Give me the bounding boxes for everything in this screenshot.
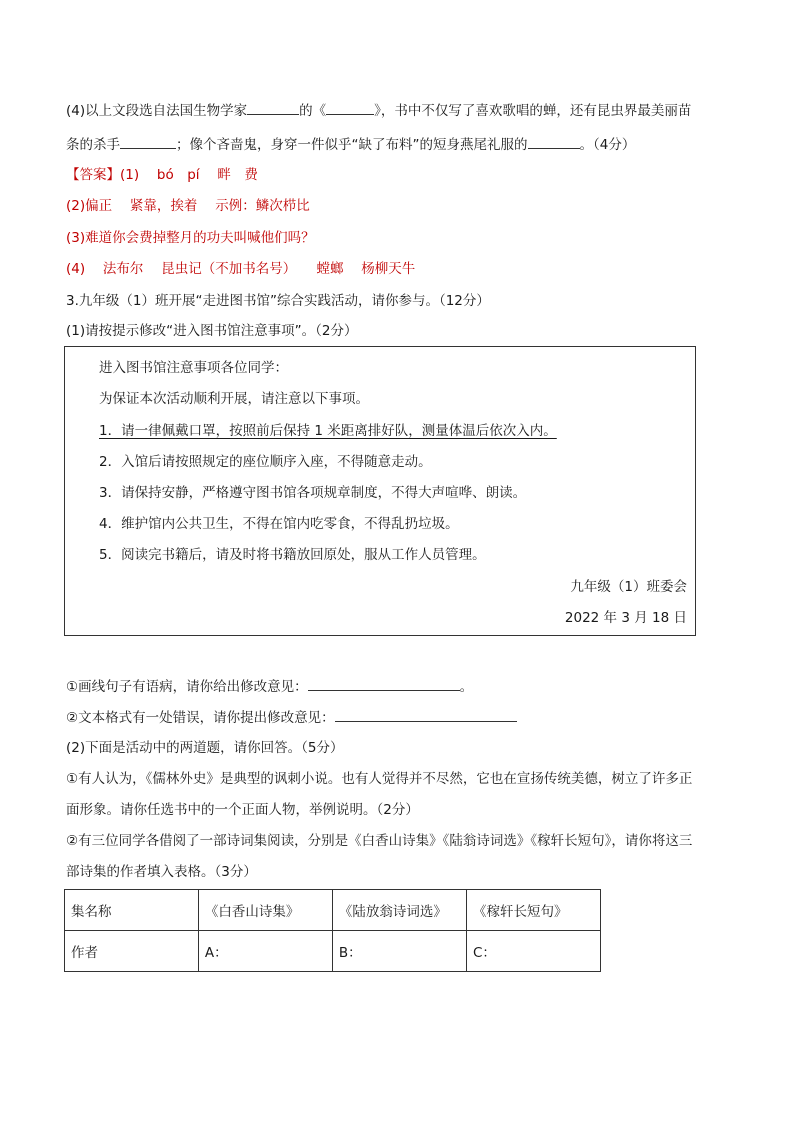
notice-box	[64, 346, 696, 636]
notice-signature: 九年级（1）班委会	[570, 579, 687, 595]
author-cell-c[interactable]: C：	[466, 931, 600, 972]
para-2-line-2: 部诗集的作者填入表格。（3分）	[66, 864, 257, 880]
author-cell-b[interactable]: B：	[332, 931, 466, 972]
notice-item: 1．请一律佩戴口罩，按照前后保持 1 米距离排好队，测量体温后依次入内。	[99, 423, 557, 439]
q4-line-2	[66, 134, 734, 155]
question-1	[66, 676, 734, 697]
answer-blank-1[interactable]	[308, 676, 460, 691]
q4-text: 的《	[299, 103, 327, 119]
para-1-line-1: ①有人认为，《儒林外史》是典型的讽刺小说。也有人觉得并不尽然，它也在宣扬传统美德，树立了许多正	[66, 771, 693, 787]
notice-item: 4．维护馆内公共卫生，不得在馆内吃零食，不得乱扔垃圾。	[99, 516, 459, 532]
table-cell: 《白香山诗集》	[198, 890, 332, 931]
q4-text: (4)以上文段选自法国生物学家	[66, 103, 248, 119]
para-1-line-2: 面形象。请你任选书中的一个正面人物，举例说明。（2分）	[66, 802, 419, 818]
blank-book[interactable]	[326, 100, 374, 115]
para-2-line-1: ②有三位同学各借阅了一部诗词集阅读，分别是《白香山诗集》《陆翁诗词选》《稼轩长短句》，请你将这三	[66, 833, 693, 849]
q4-text: 条的杀手	[66, 137, 120, 153]
q4-text: ；像个吝啬鬼，身穿一件似乎“缺了布料”的短身燕尾礼服的	[176, 137, 528, 153]
q4-text: 》，书中不仅写了喜欢歌唱的蝉，还有昆虫界最美丽苗	[374, 103, 692, 119]
table-cell: 《陆放翁诗词选》	[332, 890, 466, 931]
question-text: ①画线句子有语病，请你给出修改意见：	[66, 679, 308, 695]
authors-table	[64, 889, 601, 972]
q4-line-1	[66, 100, 734, 121]
notice-date: 2022 年 3 月 18 日	[564, 610, 687, 626]
answer-label: 【答案】	[66, 167, 120, 183]
question-text: 。	[459, 679, 474, 695]
answer-line-2: (2)偏正 紧靠，挨着 示例：鳞次栉比	[66, 198, 310, 214]
answer-line-4: (4) 法布尔 昆虫记（不加书名号） 螳螂 杨柳天牛	[66, 261, 416, 277]
answer-line-3: (3)难道你会费掉整月的功夫叫喊他们吗？	[66, 230, 315, 246]
answer-text: (1) bó pí 畔 费	[120, 167, 258, 183]
q4-text: 。（4分）	[579, 137, 636, 153]
notice-item: 2．入馆后请按照规定的座位顺序入座，不得随意走动。	[99, 454, 432, 470]
notice-intro: 为保证本次活动顺利开展，请注意以下事项。	[99, 391, 369, 407]
answer-line-1	[66, 165, 734, 185]
table-row	[65, 931, 601, 972]
blank-miser[interactable]	[528, 134, 580, 149]
table-cell: 《稼轩长短句》	[466, 890, 600, 931]
notice-heading: 进入图书馆注意事项各位同学：	[99, 360, 288, 376]
blank-biologist[interactable]	[247, 100, 299, 115]
notice-item: 5．阅读完书籍后，请及时将书籍放回原处，服从工作人员管理。	[99, 547, 486, 563]
table-cell: 作者	[65, 931, 199, 972]
table-cell: 集名称	[65, 890, 199, 931]
question-2	[66, 707, 734, 728]
author-cell-a[interactable]: A：	[198, 931, 332, 972]
q3-title: 3.九年级（1）班开展“走进图书馆”综合实践活动，请你参与。（12分）	[66, 293, 490, 309]
table-header-row	[65, 890, 601, 931]
question-text: ②文本格式有一处错误，请你提出修改意见：	[66, 710, 335, 726]
q3-sub1: (1)请按提示修改“进入图书馆注意事项”。（2分）	[66, 323, 358, 339]
blank-killer[interactable]	[120, 134, 176, 149]
notice-item: 3．请保持安静，严格遵守图书馆各项规章制度，不得大声喧哗、朗读。	[99, 485, 527, 501]
answer-blank-2[interactable]	[335, 707, 517, 722]
q3-sub2: (2)下面是活动中的两道题，请你回答。（5分）	[66, 740, 344, 756]
